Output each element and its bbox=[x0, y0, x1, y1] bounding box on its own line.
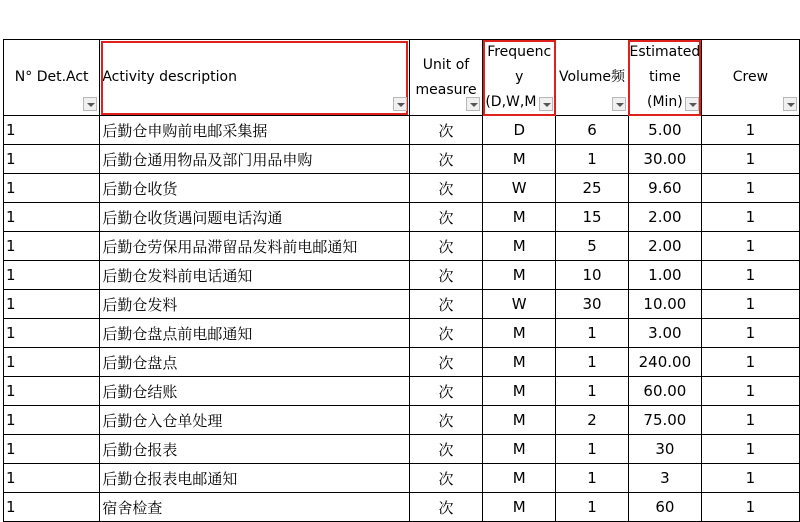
cell-frequency[interactable]: M bbox=[483, 435, 556, 464]
header-volume bbox=[556, 40, 629, 116]
header-crew-label: Crew bbox=[732, 69, 769, 85]
cell-detact[interactable]: 1 bbox=[4, 174, 100, 203]
header-row bbox=[4, 40, 800, 116]
filter-dropdown-icon[interactable] bbox=[466, 97, 480, 111]
cell-unit[interactable]: 次 bbox=[409, 377, 483, 406]
table-row bbox=[4, 261, 800, 290]
cell-desc[interactable]: 后勤仓发料前电话通知 bbox=[100, 261, 409, 290]
header-crew bbox=[701, 40, 799, 116]
cell-unit[interactable]: 次 bbox=[409, 319, 483, 348]
filter-dropdown-icon[interactable] bbox=[539, 97, 553, 111]
table-row bbox=[4, 232, 800, 261]
cell-frequency[interactable]: M bbox=[483, 348, 556, 377]
table-row bbox=[4, 290, 800, 319]
table-row bbox=[4, 435, 800, 464]
header-time-line2: time bbox=[649, 69, 681, 85]
cell-time[interactable]: 3.00 bbox=[628, 319, 701, 348]
cell-crew[interactable]: 1 bbox=[701, 377, 799, 406]
cell-volume[interactable]: 1 bbox=[556, 493, 629, 522]
cell-detact[interactable]: 1 bbox=[4, 203, 100, 232]
cell-desc[interactable]: 后勤仓收货遇问题电话沟通 bbox=[100, 203, 409, 232]
header-freq-line3: (D,W,M bbox=[485, 94, 537, 110]
cell-volume[interactable]: 2 bbox=[556, 406, 629, 435]
header-unit bbox=[409, 40, 483, 116]
header-freq-line2: y bbox=[515, 69, 524, 85]
cell-desc[interactable]: 后勤仓发料 bbox=[100, 290, 409, 319]
cell-crew[interactable]: 1 bbox=[701, 435, 799, 464]
cell-unit[interactable]: 次 bbox=[409, 464, 483, 493]
filter-dropdown-icon[interactable] bbox=[612, 97, 626, 111]
cell-desc[interactable]: 宿舍检查 bbox=[100, 493, 409, 522]
cell-desc[interactable]: 后勤仓通用物品及部门用品申购 bbox=[100, 145, 409, 174]
cell-volume[interactable]: 10 bbox=[556, 261, 629, 290]
cell-volume[interactable]: 25 bbox=[556, 174, 629, 203]
cell-frequency[interactable]: D bbox=[483, 116, 556, 145]
cell-volume[interactable]: 5 bbox=[556, 232, 629, 261]
cell-detact[interactable]: 1 bbox=[4, 464, 100, 493]
cell-detact[interactable]: 1 bbox=[4, 348, 100, 377]
table-row bbox=[4, 174, 800, 203]
table-row bbox=[4, 116, 800, 145]
cell-unit[interactable]: 次 bbox=[409, 116, 483, 145]
cell-detact[interactable]: 1 bbox=[4, 290, 100, 319]
cell-detact[interactable]: 1 bbox=[4, 261, 100, 290]
filter-dropdown-icon[interactable] bbox=[393, 97, 407, 111]
cell-unit[interactable]: 次 bbox=[409, 174, 483, 203]
cell-time[interactable]: 75.00 bbox=[628, 406, 701, 435]
cell-time[interactable]: 5.00 bbox=[628, 116, 701, 145]
cell-time[interactable]: 2.00 bbox=[628, 203, 701, 232]
cell-time[interactable]: 2.00 bbox=[628, 232, 701, 261]
header-detact bbox=[4, 40, 100, 116]
cell-desc[interactable]: 后勤仓报表 bbox=[100, 435, 409, 464]
cell-desc[interactable]: 后勤仓入仓单处理 bbox=[100, 406, 409, 435]
cell-crew[interactable]: 1 bbox=[701, 116, 799, 145]
cell-frequency[interactable]: W bbox=[483, 290, 556, 319]
cell-crew[interactable]: 1 bbox=[701, 348, 799, 377]
cell-frequency[interactable]: M bbox=[483, 493, 556, 522]
cell-volume[interactable]: 15 bbox=[556, 203, 629, 232]
cell-volume[interactable]: 1 bbox=[556, 319, 629, 348]
cell-frequency[interactable]: M bbox=[483, 464, 556, 493]
cell-desc[interactable]: 后勤仓收货 bbox=[100, 174, 409, 203]
cell-unit[interactable]: 次 bbox=[409, 435, 483, 464]
cell-detact[interactable]: 1 bbox=[4, 145, 100, 174]
cell-frequency[interactable]: W bbox=[483, 174, 556, 203]
cell-crew[interactable]: 1 bbox=[701, 174, 799, 203]
cell-desc[interactable]: 后勤仓报表电邮通知 bbox=[100, 464, 409, 493]
cell-unit[interactable]: 次 bbox=[409, 406, 483, 435]
header-freq-line1: Frequenc bbox=[487, 44, 552, 60]
cell-frequency[interactable]: M bbox=[483, 377, 556, 406]
cell-crew[interactable]: 1 bbox=[701, 232, 799, 261]
cell-unit[interactable]: 次 bbox=[409, 203, 483, 232]
table-row bbox=[4, 377, 800, 406]
header-frequency bbox=[483, 40, 556, 116]
header-desc-label: Activity description bbox=[102, 69, 237, 85]
cell-crew[interactable]: 1 bbox=[701, 493, 799, 522]
table-row bbox=[4, 348, 800, 377]
cell-desc[interactable]: 后勤仓盘点 bbox=[100, 348, 409, 377]
table-row bbox=[4, 203, 800, 232]
table-row bbox=[4, 493, 800, 522]
header-unit-line2: measure bbox=[415, 81, 477, 98]
cell-crew[interactable]: 1 bbox=[701, 261, 799, 290]
cell-crew[interactable]: 1 bbox=[701, 319, 799, 348]
cell-volume[interactable]: 1 bbox=[556, 435, 629, 464]
cell-unit[interactable]: 次 bbox=[409, 261, 483, 290]
cell-time[interactable]: 3 bbox=[628, 464, 701, 493]
cell-unit[interactable]: 次 bbox=[409, 232, 483, 261]
cell-unit[interactable]: 次 bbox=[409, 348, 483, 377]
cell-crew[interactable]: 1 bbox=[701, 406, 799, 435]
cell-unit[interactable]: 次 bbox=[409, 145, 483, 174]
cell-detact[interactable]: 1 bbox=[4, 377, 100, 406]
filter-dropdown-icon[interactable] bbox=[83, 97, 97, 111]
cell-unit[interactable]: 次 bbox=[409, 493, 483, 522]
cell-time[interactable]: 60.00 bbox=[628, 377, 701, 406]
header-time-line1: Estimated bbox=[629, 44, 701, 60]
cell-frequency[interactable]: M bbox=[483, 145, 556, 174]
cell-time[interactable]: 240.00 bbox=[628, 348, 701, 377]
cell-frequency[interactable]: M bbox=[483, 203, 556, 232]
cell-time[interactable]: 1.00 bbox=[628, 261, 701, 290]
header-detact-label: N° Det.Act bbox=[14, 69, 89, 85]
cell-volume[interactable]: 1 bbox=[556, 145, 629, 174]
cell-frequency[interactable]: M bbox=[483, 406, 556, 435]
cell-time[interactable]: 30 bbox=[628, 435, 701, 464]
cell-frequency[interactable]: M bbox=[483, 232, 556, 261]
cell-frequency[interactable]: M bbox=[483, 261, 556, 290]
header-desc bbox=[100, 40, 409, 116]
header-unit-line1: Unit of bbox=[422, 56, 470, 73]
cell-crew[interactable]: 1 bbox=[701, 464, 799, 493]
header-volume-label: Volume频 bbox=[558, 69, 626, 85]
cell-crew[interactable]: 1 bbox=[701, 290, 799, 319]
cell-detact[interactable]: 1 bbox=[4, 232, 100, 261]
cell-time[interactable]: 10.00 bbox=[628, 290, 701, 319]
cell-volume[interactable]: 1 bbox=[556, 464, 629, 493]
cell-volume[interactable]: 6 bbox=[556, 116, 629, 145]
cell-frequency[interactable]: M bbox=[483, 319, 556, 348]
cell-desc[interactable]: 后勤仓劳保用品滞留品发料前电邮通知 bbox=[100, 232, 409, 261]
cell-detact[interactable]: 1 bbox=[4, 319, 100, 348]
table-row bbox=[4, 464, 800, 493]
cell-unit[interactable]: 次 bbox=[409, 290, 483, 319]
cell-detact[interactable]: 1 bbox=[4, 435, 100, 464]
filter-dropdown-icon[interactable] bbox=[783, 97, 797, 111]
filter-dropdown-icon[interactable] bbox=[685, 97, 699, 111]
cell-detact[interactable]: 1 bbox=[4, 406, 100, 435]
header-time bbox=[628, 40, 701, 116]
table-row bbox=[4, 319, 800, 348]
cell-volume[interactable]: 1 bbox=[556, 348, 629, 377]
cell-time[interactable]: 60 bbox=[628, 493, 701, 522]
cell-desc[interactable]: 后勤仓申购前电邮采集据 bbox=[100, 116, 409, 145]
cell-desc[interactable]: 后勤仓结账 bbox=[100, 377, 409, 406]
cell-time[interactable]: 30.00 bbox=[628, 145, 701, 174]
table-body bbox=[4, 116, 800, 522]
cell-time[interactable]: 9.60 bbox=[628, 174, 701, 203]
cell-volume[interactable]: 30 bbox=[556, 290, 629, 319]
cell-desc[interactable]: 后勤仓盘点前电邮通知 bbox=[100, 319, 409, 348]
cell-detact[interactable]: 1 bbox=[4, 493, 100, 522]
cell-volume[interactable]: 1 bbox=[556, 377, 629, 406]
activity-table bbox=[3, 39, 800, 522]
cell-crew[interactable]: 1 bbox=[701, 145, 799, 174]
table-row bbox=[4, 145, 800, 174]
cell-crew[interactable]: 1 bbox=[701, 203, 799, 232]
table-row bbox=[4, 406, 800, 435]
cell-detact[interactable]: 1 bbox=[4, 116, 100, 145]
header-time-line3: (Min) bbox=[647, 94, 683, 110]
